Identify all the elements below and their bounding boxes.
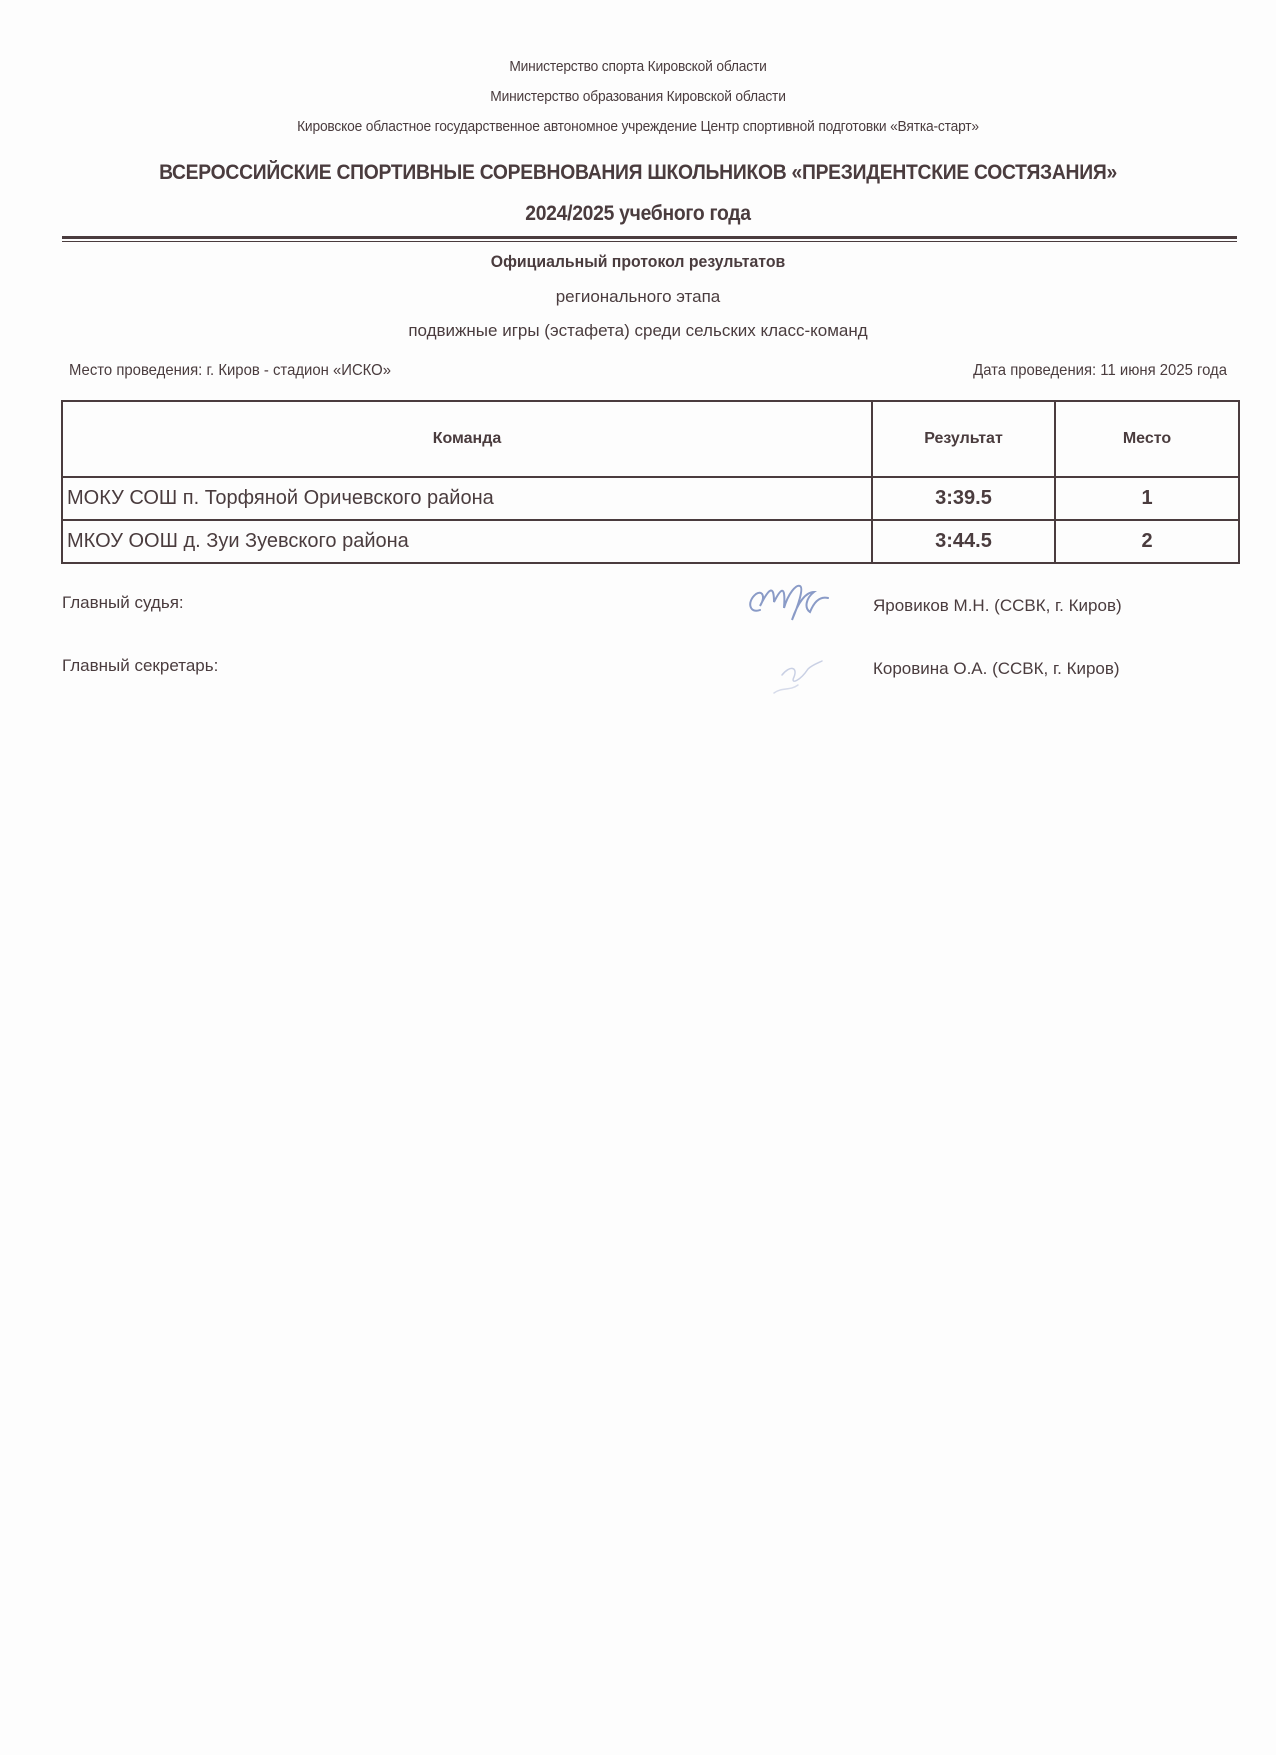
- ministry-education: Министерство образования Кировской области: [490, 88, 786, 105]
- protocol-stage: регионального этапа: [555, 287, 721, 306]
- date: Дата проведения: 11 июня 2025 года: [973, 362, 1227, 379]
- protocol-title: Официальный протокол результатов: [490, 252, 786, 271]
- chief-secretary-signature: [760, 645, 840, 700]
- result-cell: 3:39.5: [872, 477, 1055, 520]
- column-header-team: Команда: [62, 401, 872, 477]
- table-row: [62, 520, 1239, 563]
- column-header-result: Результат: [872, 401, 1055, 477]
- column-header-place: Место: [1055, 401, 1239, 477]
- place-cell: 1: [1055, 477, 1239, 520]
- chief-judge-label: Главный судья:: [62, 593, 184, 612]
- table-header-row: [62, 401, 1239, 477]
- protocol-discipline: подвижные игры (эстафета) среди сельских класс-команд: [408, 321, 868, 340]
- double-rule-top: [62, 236, 1237, 239]
- chief-judge-name: Яровиков М.Н. (ССВК, г. Киров): [873, 596, 1122, 615]
- result-cell: 3:44.5: [872, 520, 1055, 563]
- place-cell: 2: [1055, 520, 1239, 563]
- chief-secretary-label: Главный секретарь:: [62, 656, 219, 675]
- competition-title: ВСЕРОССИЙСКИЕ СПОРТИВНЫЕ СОРЕВНОВАНИЯ ШКОЛЬНИКОВ «ПРЕЗИДЕНТСКИЕ СОСТЯЗАНИЯ»: [159, 161, 1117, 184]
- venue: Место проведения: г. Киров - стадион «ИСКО»: [69, 362, 392, 379]
- team-cell: МКОУ ООШ д. Зуи Зуевского района: [62, 520, 872, 563]
- academic-year: 2024/2025 учебного года: [525, 202, 751, 225]
- organizer: Кировское областное государственное автономное учреждение Центр спортивной подготовки «Вятка-старт»: [297, 118, 979, 135]
- chief-secretary-name: Коровина О.А. (ССВК, г. Киров): [873, 659, 1120, 678]
- double-rule-bottom: [62, 241, 1237, 242]
- team-cell: МОКУ СОШ п. Торфяной Оричевского района: [62, 477, 872, 520]
- ministry-sport: Министерство спорта Кировской области: [509, 58, 767, 75]
- results-table: [61, 400, 1240, 564]
- table-row: [62, 477, 1239, 520]
- chief-judge-signature: [740, 572, 840, 632]
